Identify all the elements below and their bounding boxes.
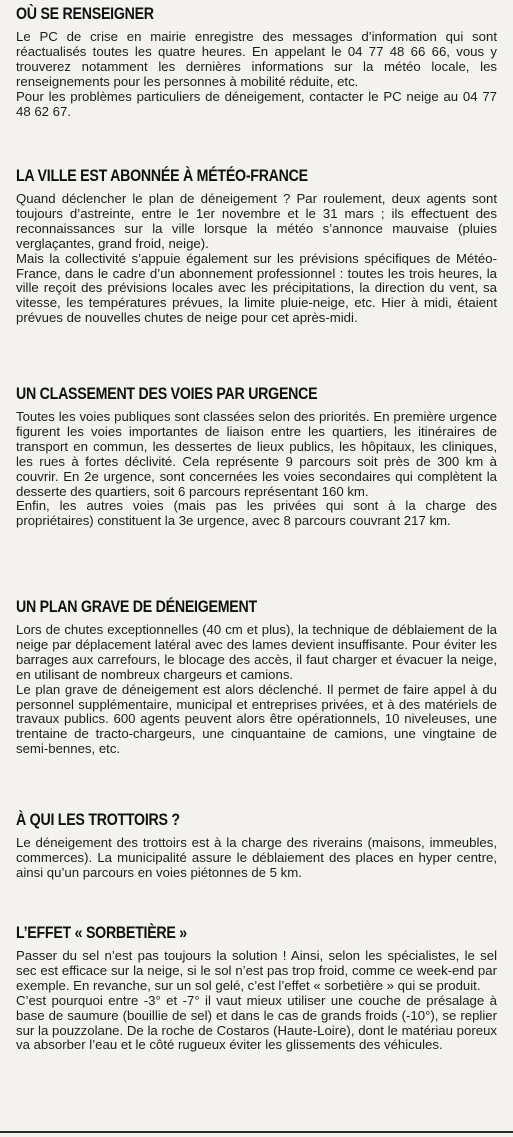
section-meteo-france [16,165,497,383]
bottom-rule [0,1131,513,1133]
section-heading: UN CLASSEMENT DES VOIES PAR URGENCE [16,385,318,403]
paragraph: Le déneigement des trottoirs est à la charge des riverains (maisons, immeubles, commerces). La municipalité assure le déblaiement des places en hyper centre, ainsi qu’un parcours en voies piétonnes de 5 km. [16,835,497,880]
section-heading: OÙ SE RENSEIGNER [16,5,154,23]
paragraph: Le PC de crise en mairie enregistre des messages d’information qui sont réactualisés toutes les quatre heures. En appelant le 04 77 48 66 66, vous y trouverez notamment les dernières informations sur la météo locale, les renseignements pour les personnes à mobilité réduite, etc. [16,29,497,89]
paragraph: C’est pourquoi entre -3° et -7° il vaut mieux utiliser une couche de présalage à base de saumure (bouillie de sel) et dans le cas de grands froids (-10°), se replier sur la pouzzolane. De la roche de Costaros (Haute-Loire), dont le matériau poreux va absorber l’eau et le côté rugueux éviter les glissements des véhicules. [16,992,497,1053]
paragraph: Quand déclencher le plan de déneigement ? Par roulement, deux agents sont toujours d’astreinte, entre le 1er novembre et le 31 mars ; ils effectuent des reconnaissances sur la ville lorsque la météo s’annonce mauvaise (pluies verglaçantes, grand froid, neige). [16,191,497,251]
section-heading: LA VILLE EST ABONNÉE À MÉTÉO-FRANCE [16,167,308,185]
paragraph: Enfin, les autres voies (mais pas les privées qui sont à la charge des propriétaires) constituent la 3e urgence, avec 8 parcours couvrant 217 km. [16,498,497,529]
section-heading: L’EFFET « SORBETIÈRE » [16,924,187,942]
paragraph: Lors de chutes exceptionnelles (40 cm et plus), la technique de déblaiement de la neige par déplacement latéral avec des lames devient insuffisante. Pour éviter les barrages aux carrefours, le blocage des accès, il faut charger et évacuer la neige, en utilisant de nombreux chargeurs et camions. [16,622,497,682]
section-heading: UN PLAN GRAVE DE DÉNEIGEMENT [16,598,257,616]
section-plan-grave [16,596,497,809]
section-trottoirs [16,809,497,922]
section-heading: À QUI LES TROTTOIRS ? [16,811,180,829]
paragraph: Mais la collectivité s’appuie également sur les prévisions spécifiques de Météo-France, dans le cadre d’un abonnement professionnel : toutes les trois heures, la ville reçoit des prévisions locales avec les précipitations, la direction du vent, sa vitesse, les températures prévues, la limite pluie-neige, etc. Hier à midi, étaient prévues de nouvelles chutes de neige pour cet après-midi. [16,250,497,326]
section-ou-se-renseigner [16,3,497,165]
section-classement-voies [16,383,497,596]
section-effet-sorbetiere [16,922,497,1122]
paragraph: Le plan grave de déneigement est alors déclenché. Il permet de faire appel à du personnel supplémentaire, municipal et entreprises privées, et à des matériels de travaux publics. 600 agents peuvent alors être opérationnels, 10 niveleuses, une trentaine de tracto-chargeurs, une cinquantaine de camions, une vingtaine de semi-bennes, etc. [16,681,497,757]
paragraph: Toutes les voies publiques sont classées selon des priorités. En première urgence figurent les voies importantes de liaison entre les quartiers, les itinéraires de transport en commun, les dessertes de lieux publics, les hôpitaux, les cliniques, les rues à fortes déclivité. Cela représente 9 parcours soit près de 300 km à couvrir. En 2e urgence, sont concernées les voies secondaires qui complètent la desserte des quartiers, soit 6 parcours représentant 160 km. [16,409,497,499]
paragraph: Pour les problèmes particuliers de déneigement, contacter le PC neige au 04 77 48 62 67. [16,88,497,119]
paragraph: Passer du sel n’est pas toujours la solution ! Ainsi, selon les spécialistes, le sel sec est efficace sur la neige, si le sol n’est pas trop froid, comme ce week-end par exemple. En revanche, sur un sol gelé, c’est l’effet « sorbetière » qui se produit. [16,948,497,993]
